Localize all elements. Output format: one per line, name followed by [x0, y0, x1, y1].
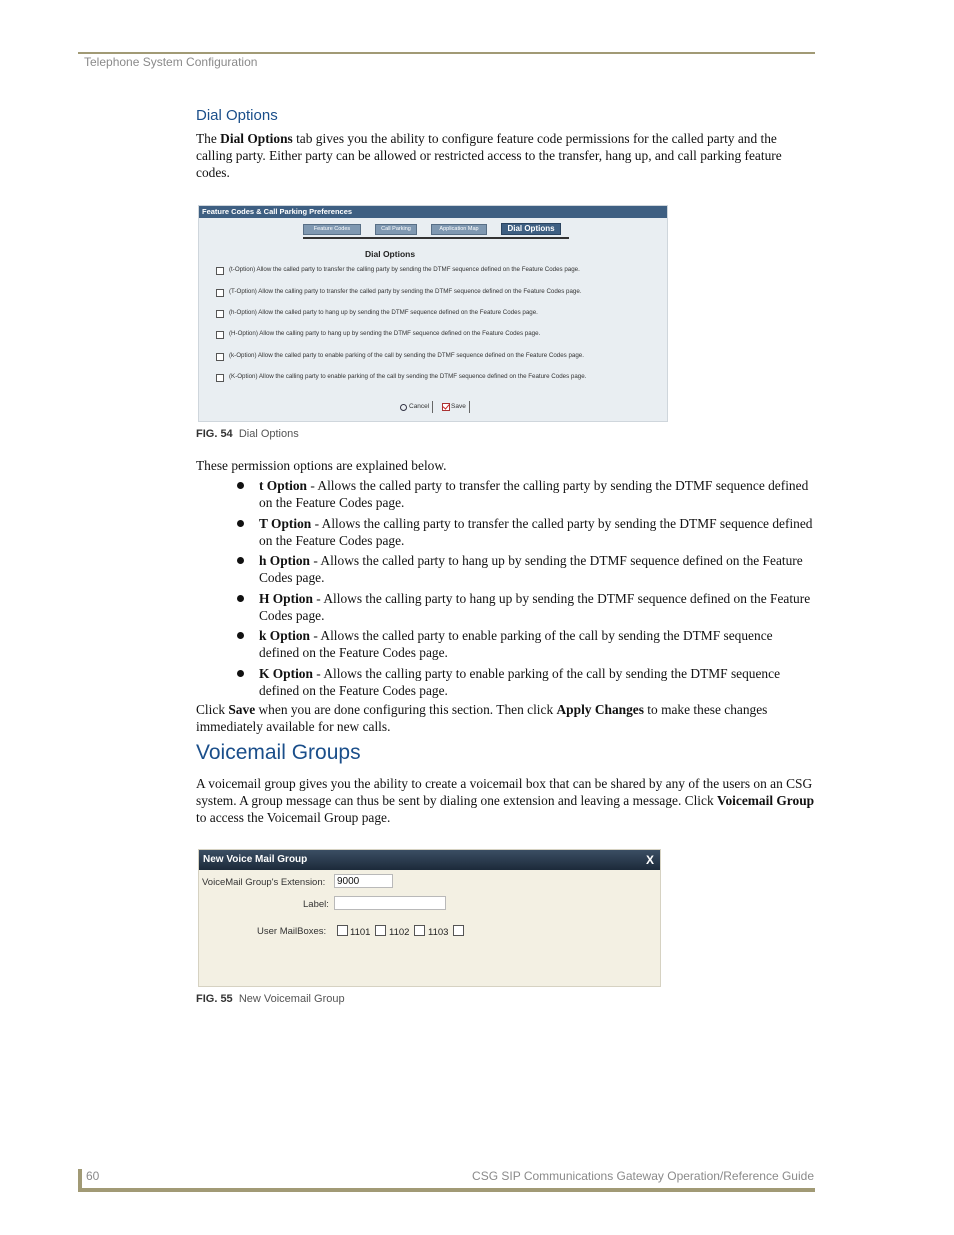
mailbox-label: 1102 — [389, 927, 410, 938]
list-item: K Option - Allows the calling party to enable parking of the call by sending the DTMF sequence defined on the Feature Codes page. — [236, 665, 816, 699]
fig54-caption: FIG. 54 Dial Options — [196, 428, 299, 440]
option-label: (K-Option) Allow the calling party to enable parking of the call by sending the DTMF sequence defined on the Feature Codes page. — [229, 373, 587, 380]
bullet-dot-icon — [237, 670, 244, 677]
mailbox-checkbox-1103[interactable] — [414, 925, 425, 936]
mailbox-checkbox-1101[interactable] — [337, 925, 348, 936]
list-item: T Option - Allows the calling party to transfer the called party by sending the DTMF sequence defined on the Feature Codes page. — [236, 515, 816, 549]
list-item: k Option - Allows the called party to enable parking of the call by sending the DTMF sequence defined on the Feature Codes page. — [236, 627, 816, 661]
option-bullet-list — [236, 477, 816, 702]
option-checkbox[interactable] — [216, 289, 224, 297]
header-rule — [78, 52, 815, 54]
label-input[interactable] — [334, 896, 446, 910]
option-checkbox[interactable] — [216, 353, 224, 361]
bullet-dot-icon — [237, 595, 244, 602]
tab-bar — [303, 223, 569, 239]
panel-title: Feature Codes & Call Parking Preferences — [199, 206, 667, 218]
save-button[interactable]: Save — [440, 401, 470, 413]
tab-dial-options[interactable]: Dial Options — [501, 223, 561, 235]
dial-options-section-heading: Dial Options — [365, 249, 416, 259]
bullet-dot-icon — [237, 482, 244, 489]
bullet-dot-icon — [237, 520, 244, 527]
bullet-dot-icon — [237, 557, 244, 564]
dial-options-heading: Dial Options — [196, 107, 278, 124]
option-label: (T-Option) Allow the calling party to transfer the called party by sending the DTMF sequence defined on the Feature Codes page. — [229, 288, 582, 295]
fig54-dial-options-panel — [198, 205, 668, 422]
tab-call-parking[interactable]: Call Parking — [375, 224, 417, 235]
mailbox-checkbox-1102[interactable] — [375, 925, 386, 936]
mailbox-checkbox-extra[interactable] — [453, 925, 464, 936]
fig55-new-voicemail-group-dialog — [198, 849, 661, 987]
voicemail-groups-heading: Voicemail Groups — [196, 741, 361, 764]
list-item: H Option - Allows the calling party to hang up by sending the DTMF sequence defined on the Feature Codes page. — [236, 590, 816, 624]
running-header: Telephone System Configuration — [84, 55, 258, 69]
fig55-caption: FIG. 55 New Voicemail Group — [196, 993, 345, 1005]
option-checkbox[interactable] — [216, 310, 224, 318]
list-item: h Option - Allows the called party to hang up by sending the DTMF sequence defined on the Feature Codes page. — [236, 552, 816, 586]
footer-rule — [78, 1188, 815, 1192]
user-mailboxes-label: User MailBoxes: — [257, 926, 327, 937]
voicemail-intro: A voicemail group gives you the ability to create a voicemail box that can be shared by any of the users on an CSG system. A group message can thus be sent by dialing one extension and leaving a message. Click Voicemail Group to access the Voicemail Group page. — [196, 776, 815, 825]
dial-options-intro: The Dial Options tab gives you the ability to configure feature code permissions for the called party and the calling party. Either party can be allowed or restricted access to the transfer, hang up, and call parking feature codes. — [196, 131, 782, 180]
dialog-title: New Voice Mail Group — [199, 850, 660, 870]
bullet-dot-icon — [237, 632, 244, 639]
list-item: t Option - Allows the called party to transfer the calling party by sending the DTMF sequence defined on the Feature Codes page. — [236, 477, 816, 511]
footer-title: CSG SIP Communications Gateway Operation/Reference Guide — [472, 1169, 814, 1183]
cancel-icon — [400, 404, 407, 411]
page-number: 60 — [86, 1169, 100, 1183]
explain-intro: These permission options are explained below. — [196, 458, 447, 473]
option-label: (k-Option) Allow the called party to enable parking of the call by sending the DTMF sequence defined on the Feature Codes page. — [229, 352, 584, 359]
mailbox-label: 1101 — [350, 927, 371, 938]
option-label: (h-Option) Allow the called party to hang up by sending the DTMF sequence defined on the Feature Codes page. — [229, 309, 538, 316]
option-checkbox[interactable] — [216, 331, 224, 339]
option-label: (H-Option) Allow the calling party to hang up by sending the DTMF sequence defined on the Feature Codes page. — [229, 330, 541, 337]
save-check-icon — [442, 403, 450, 411]
option-checkbox[interactable] — [216, 267, 224, 275]
option-label: (t-Option) Allow the called party to transfer the calling party by sending the DTMF sequence defined on the Feature Codes page. — [229, 266, 580, 273]
extension-label: VoiceMail Group's Extension: — [202, 877, 326, 888]
tab-application-map[interactable]: Application Map — [431, 224, 487, 235]
cancel-button[interactable]: Cancel — [398, 401, 433, 413]
close-icon[interactable]: X — [645, 853, 654, 867]
option-checkbox[interactable] — [216, 374, 224, 382]
click-save-paragraph: Click Save when you are done configuring this section. Then click Apply Changes to make these changes immediately available for new calls. — [196, 702, 768, 734]
mailbox-label: 1103 — [428, 927, 449, 938]
tab-feature-codes[interactable]: Feature Codes — [303, 224, 361, 235]
extension-input[interactable]: 9000 — [334, 874, 393, 888]
label-label: Label: — [303, 899, 329, 910]
